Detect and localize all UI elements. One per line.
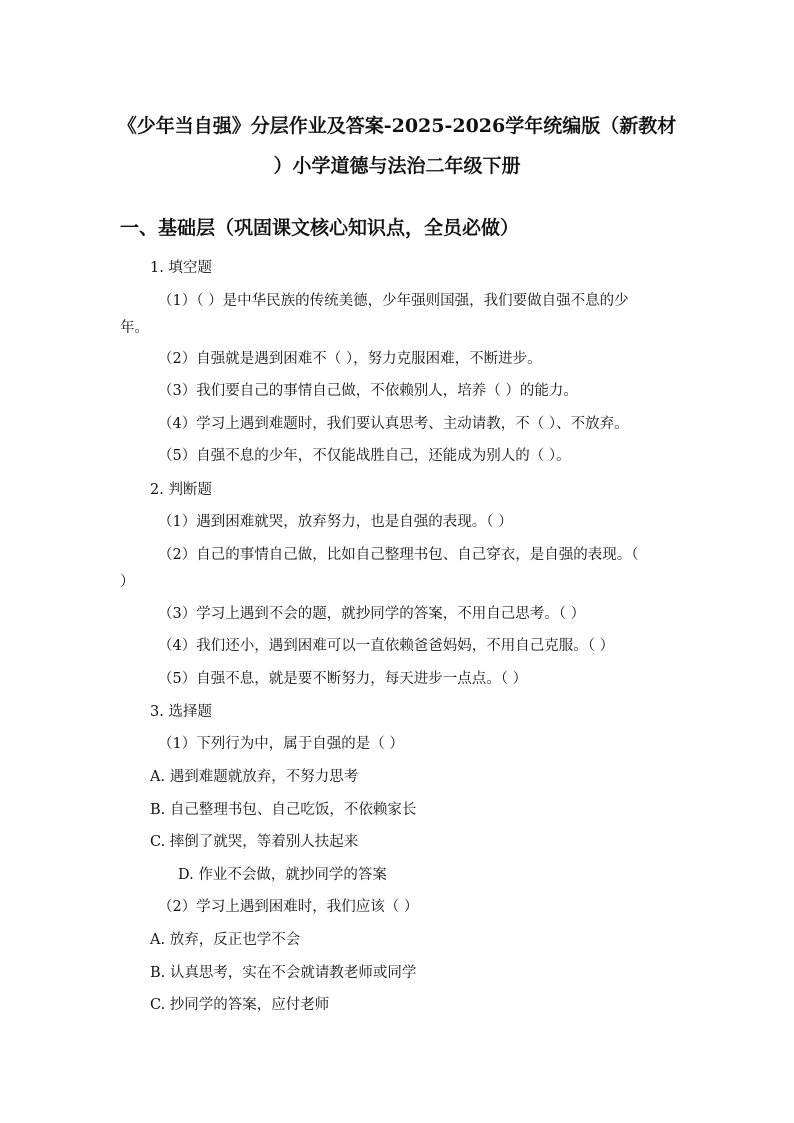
- fill-question-4: （4）学习上遇到难题时，我们要认真思考、主动请教，不（ ）、不放弃。: [158, 416, 629, 432]
- judge-question-2: （2）自己的事情自己做，比如自己整理书包、自己穿衣，是自强的表现。（: [158, 547, 639, 563]
- judge-question-4: （4）我们还小，遇到困难可以一直依赖爸爸妈妈，不用自己克服。（ ）: [158, 638, 615, 654]
- judge-question-5: （5）自强不息，就是要不断努力，每天进步一点点。（ ）: [158, 671, 528, 687]
- fill-heading: 1. 填空题: [150, 260, 212, 276]
- fill-question-5: （5）自强不息的少年，不仅能战胜自己，还能成为别人的（ ）。: [158, 448, 571, 464]
- choice-q1-option-b: B. 自己整理书包、自己吃饭，不依赖家长: [150, 802, 417, 818]
- judge-question-2-cont: ）: [120, 574, 135, 590]
- choice-heading: 3. 选择题: [150, 704, 212, 720]
- judge-heading: 2. 判断题: [150, 482, 212, 498]
- choice-q2-option-c: C. 抄同学的答案，应付老师: [150, 997, 330, 1013]
- judge-question-3: （3）学习上遇到不会的题，就抄同学的答案，不用自己思考。（ ）: [158, 606, 586, 622]
- section-heading-basic: 一、基础层（巩固课文核心知识点，全员必做）: [120, 217, 520, 239]
- document-title-line1: 《少年当自强》分层作业及答案-2025-2026学年统编版（新教材: [117, 115, 677, 137]
- choice-q2-option-a: A. 放弃，反正也学不会: [150, 932, 301, 948]
- fill-question-3: （3）我们要自己的事情自己做，不依赖别人，培养（ ）的能力。: [158, 383, 578, 399]
- choice-q1-option-c: C. 摔倒了就哭，等着别人扶起来: [150, 834, 359, 850]
- fill-question-1: （1）（ ）是中华民族的传统美德，少年强则国强，我们要做自强不息的少: [158, 293, 629, 309]
- choice-question-1: （1）下列行为中，属于自强的是（ ）: [158, 736, 404, 752]
- document-title-line2: ）小学道德与法治二年级下册: [273, 155, 521, 177]
- choice-q1-option-a: A. 遇到难题就放弃，不努力思考: [150, 769, 359, 785]
- judge-question-1: （1）遇到困难就哭，放弃努力，也是自强的表现。（ ）: [158, 514, 513, 530]
- choice-question-2: （2）学习上遇到困难时，我们应该（ ）: [158, 899, 419, 915]
- choice-q2-option-b: B. 认真思考，实在不会就请教老师或同学: [150, 965, 417, 981]
- fill-question-1-cont: 年。: [120, 320, 149, 336]
- fill-question-2: （2）自强就是遇到困难不（ ），努力克服困难，不断进步。: [158, 351, 542, 367]
- choice-q1-option-d: D. 作业不会做，就抄同学的答案: [178, 867, 387, 883]
